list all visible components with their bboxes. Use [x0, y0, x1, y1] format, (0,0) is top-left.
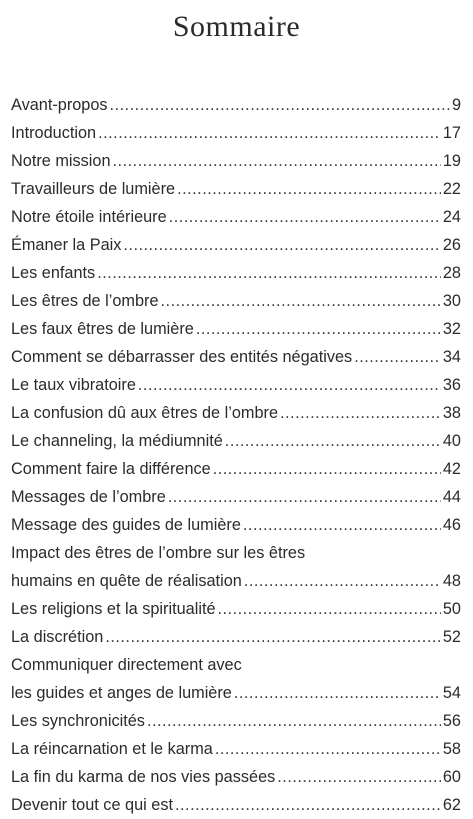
toc-entry-title: les guides et anges de lumière: [11, 684, 232, 702]
dot-leader: [168, 483, 441, 511]
toc-entry-page-number: 48: [442, 572, 461, 590]
toc-entry-line: [11, 483, 461, 511]
toc-entry-page-number: 22: [442, 180, 461, 198]
toc-entry-line: [11, 763, 461, 791]
toc-entry-line: [11, 399, 461, 427]
toc-entry: [11, 651, 461, 707]
dot-leader: [277, 763, 441, 791]
dot-leader: [244, 567, 441, 595]
dot-leader: [354, 343, 441, 371]
toc-entry-title: La réincarnation et le karma: [11, 740, 213, 758]
toc-entry-title-line: Communiquer directement avec: [11, 656, 242, 674]
toc-entry: [11, 119, 461, 147]
dot-leader: [196, 315, 441, 343]
toc-entry-line: [11, 427, 461, 455]
toc-entry-line: [11, 595, 461, 623]
toc-entry-line: [11, 315, 461, 343]
toc-entry-title: Devenir tout ce qui est: [11, 796, 173, 814]
toc-entry-title: Le channeling, la médiumnité: [11, 432, 223, 450]
toc-entry-title: Travailleurs de lumière: [11, 180, 176, 198]
dot-leader: [110, 91, 450, 119]
toc-entry: [11, 175, 461, 203]
dot-leader: [98, 119, 441, 147]
toc-entry-line: [11, 735, 461, 763]
dot-leader: [97, 259, 441, 287]
table-of-contents: [11, 91, 461, 819]
toc-entry: [11, 91, 461, 119]
toc-entry-page-number: 54: [442, 684, 461, 702]
toc-entry-line: [11, 455, 461, 483]
toc-entry-page-number: 19: [442, 152, 461, 170]
toc-entry-title: Émaner la Paix: [11, 236, 122, 254]
toc-entry: [11, 511, 461, 539]
toc-entry: [11, 259, 461, 287]
toc-entry-title: Les enfants: [11, 264, 96, 282]
toc-entry-line: [11, 567, 461, 595]
toc-entry-line: [11, 147, 461, 175]
toc-entry-title: Les synchronicités: [11, 712, 145, 730]
toc-entry: [11, 399, 461, 427]
toc-entry-line: [11, 91, 461, 119]
toc-entry-line: [11, 343, 461, 371]
dot-leader: [161, 287, 441, 315]
toc-entry: [11, 455, 461, 483]
toc-entry-line: [11, 175, 461, 203]
dot-leader: [138, 371, 441, 399]
toc-entry-line: [11, 679, 461, 707]
dot-leader: [280, 399, 441, 427]
toc-entry-title: Notre mission: [11, 152, 111, 170]
toc-entry-line: [11, 371, 461, 399]
toc-entry-page-number: 32: [442, 320, 461, 338]
toc-entry-title-line: Impact des êtres de l’ombre sur les êtres: [11, 544, 306, 562]
toc-entry-page-number: 28: [442, 264, 461, 282]
toc-entry-page-number: 30: [442, 292, 461, 310]
toc-entry: [11, 427, 461, 455]
toc-entry-page-number: 60: [442, 768, 461, 786]
toc-entry: [11, 595, 461, 623]
toc-entry-title: humains en quête de réalisation: [11, 572, 242, 590]
dot-leader: [113, 147, 441, 175]
toc-entry: [11, 791, 461, 819]
dot-leader: [234, 679, 441, 707]
toc-entry-line: [11, 511, 461, 539]
toc-entry-title: La fin du karma de nos vies passées: [11, 768, 276, 786]
toc-entry-page-number: 58: [442, 740, 461, 758]
toc-entry-page-number: 56: [442, 712, 461, 730]
toc-entry-title: Notre étoile intérieure: [11, 208, 167, 226]
toc-entry-line: [11, 623, 461, 651]
dot-leader: [213, 455, 441, 483]
toc-entry-page-number: 50: [442, 600, 461, 618]
toc-entry-title: Avant-propos: [11, 96, 108, 114]
dot-leader: [243, 511, 441, 539]
toc-entry-title: Le taux vibratoire: [11, 376, 136, 394]
toc-entry-line: [11, 707, 461, 735]
toc-entry-page-number: 38: [442, 404, 461, 422]
toc-entry-page-number: 46: [442, 516, 461, 534]
toc-entry-line: [11, 791, 461, 819]
dot-leader: [147, 707, 441, 735]
toc-entry-title: Les faux êtres de lumière: [11, 320, 194, 338]
toc-entry: [11, 203, 461, 231]
toc-entry-line: [11, 231, 461, 259]
toc-entry-page-number: 9: [451, 96, 461, 114]
dot-leader: [177, 175, 441, 203]
dot-leader: [105, 623, 441, 651]
toc-entry-title: Introduction: [11, 124, 97, 142]
toc-entry-page-number: 34: [442, 348, 461, 366]
toc-entry-page-number: 44: [442, 488, 461, 506]
toc-entry-title: La discrétion: [11, 628, 104, 646]
dot-leader: [123, 231, 440, 259]
toc-entry: [11, 763, 461, 791]
toc-entry-line: [11, 259, 461, 287]
toc-entry-title: Message des guides de lumière: [11, 516, 241, 534]
toc-entry: [11, 539, 461, 595]
toc-entry: [11, 147, 461, 175]
toc-entry-title: Comment faire la différence: [11, 460, 211, 478]
toc-entry-page-number: 26: [442, 236, 461, 254]
toc-entry-page-number: 42: [442, 460, 461, 478]
toc-entry-page-number: 24: [442, 208, 461, 226]
toc-entry: [11, 483, 461, 511]
toc-entry: [11, 707, 461, 735]
toc-entry-title: Messages de l’ombre: [11, 488, 166, 506]
dot-leader: [169, 203, 441, 231]
toc-entry-title: Comment se débarrasser des entités négatives: [11, 348, 353, 366]
toc-entry-page-number: 52: [442, 628, 461, 646]
toc-entry: [11, 287, 461, 315]
dot-leader: [225, 427, 441, 455]
toc-entry: [11, 315, 461, 343]
dot-leader: [175, 791, 441, 819]
toc-entry: [11, 343, 461, 371]
toc-entry-page-number: 40: [442, 432, 461, 450]
toc-entry: [11, 371, 461, 399]
toc-entry: [11, 735, 461, 763]
toc-entry-page-number: 36: [442, 376, 461, 394]
toc-entry: [11, 231, 461, 259]
toc-entry-title: La confusion dû aux êtres de l’ombre: [11, 404, 278, 422]
toc-entry-line: [11, 119, 461, 147]
toc-entry-line: [11, 287, 461, 315]
toc-entry: [11, 623, 461, 651]
toc-entry-title: Les religions et la spiritualité: [11, 600, 216, 618]
toc-entry-title: Les êtres de l’ombre: [11, 292, 159, 310]
toc-entry-page-number: 17: [442, 124, 461, 142]
dot-leader: [218, 595, 441, 623]
dot-leader: [215, 735, 441, 763]
toc-entry-page-number: 62: [442, 796, 461, 814]
page-title: Sommaire: [172, 10, 301, 43]
toc-entry-line: [11, 203, 461, 231]
